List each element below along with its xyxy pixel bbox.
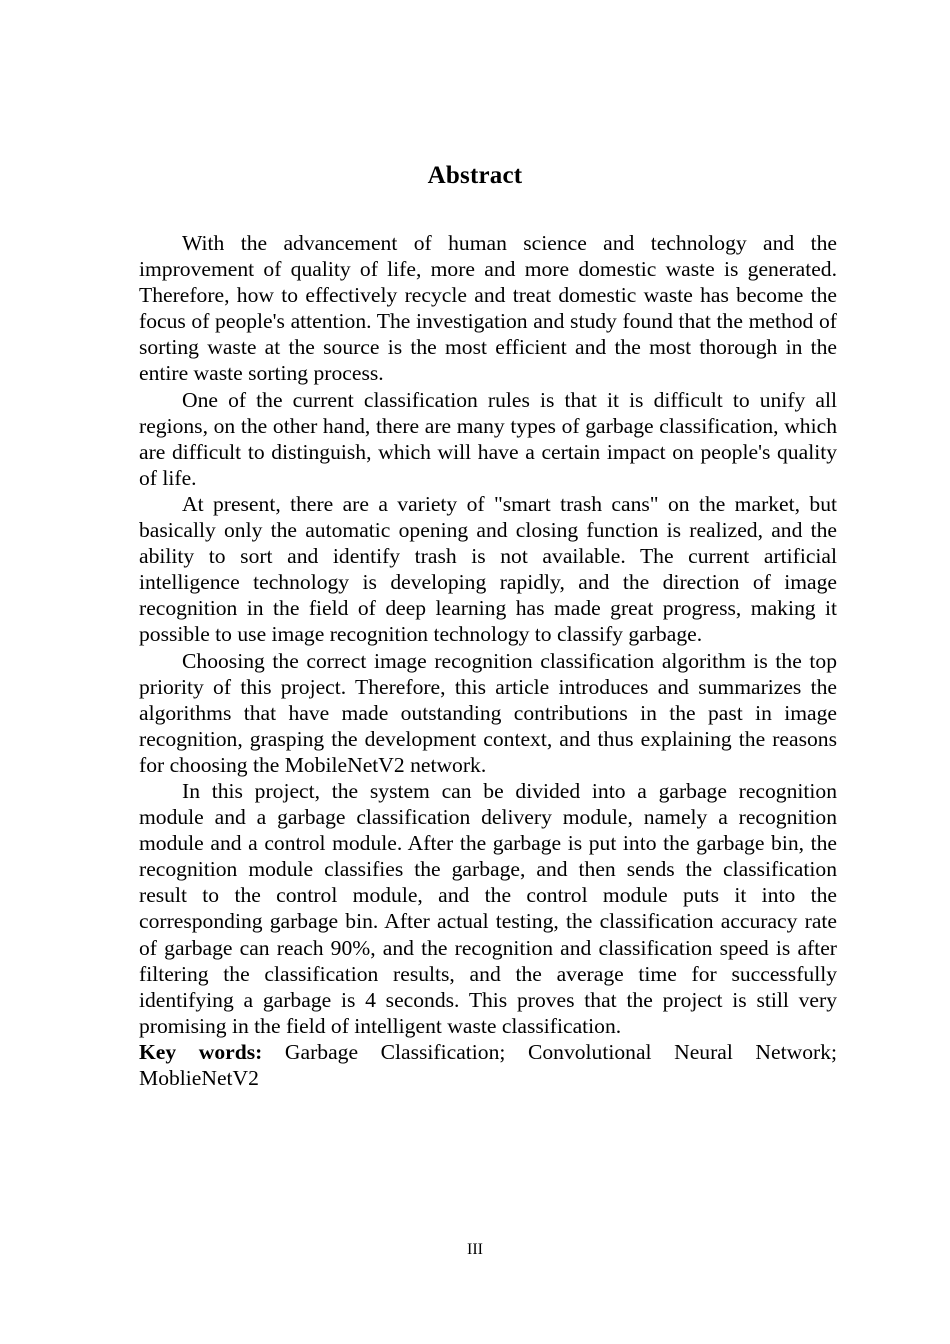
keywords-value: Garbage Classification; Convolutional Neural Network; MoblieNetV2: [139, 1039, 837, 1090]
abstract-body: [139, 230, 837, 1091]
keywords-line: [139, 1039, 837, 1091]
keywords-label: Key words:: [139, 1039, 263, 1064]
abstract-paragraph-5: In this project, the system can be divided into a garbage recognition module and a garbage classification delivery module, namely a recognition module and a control module. After the garbage is put into the garbage bin, the recognition module classifies the garbage, and then sends the classification result to the control module, and the control module puts it into the corresponding garbage bin. After actual testing, the classification accuracy rate of garbage can reach 90%, and the recognition and classification speed is after filtering the classification results, and the average time for successfully identifying a garbage is 4 seconds. This proves that the project is still very promising in the field of intelligent waste classification.: [139, 778, 837, 1038]
abstract-paragraph-3: At present, there are a variety of "smart trash cans" on the market, but basically only the automatic opening and closing function is realized, and the ability to sort and identify trash is not available. The current artificial intelligence technology is developing rapidly, and the direction of image recognition in the field of deep learning has made great progress, making it possible to use image recognition technology to classify garbage.: [139, 491, 837, 647]
page-number: III: [467, 1241, 483, 1258]
abstract-paragraph-2: One of the current classification rules is that it is difficult to unify all regions, on the other hand, there are many types of garbage classification, which are difficult to distinguish, which will have a certain impact on people's quality of life.: [139, 387, 837, 490]
page-title: Abstract: [427, 162, 523, 189]
abstract-paragraph-4: Choosing the correct image recognition classification algorithm is the top priority of this project. Therefore, this article introduces and summarizes the algorithms that have made outstanding contributions in the past in image recognition, grasping the development context, and thus explaining the reasons for choosing the MobileNetV2 network.: [139, 648, 837, 777]
abstract-paragraph-1: With the advancement of human science and technology and the improvement of quality of life, more and more domestic waste is generated. Therefore, how to effectively recycle and treat domestic waste has become the focus of people's attention. The investigation and study found that the method of sorting waste at the source is the most efficient and the most thorough in the entire waste sorting process.: [139, 231, 837, 386]
